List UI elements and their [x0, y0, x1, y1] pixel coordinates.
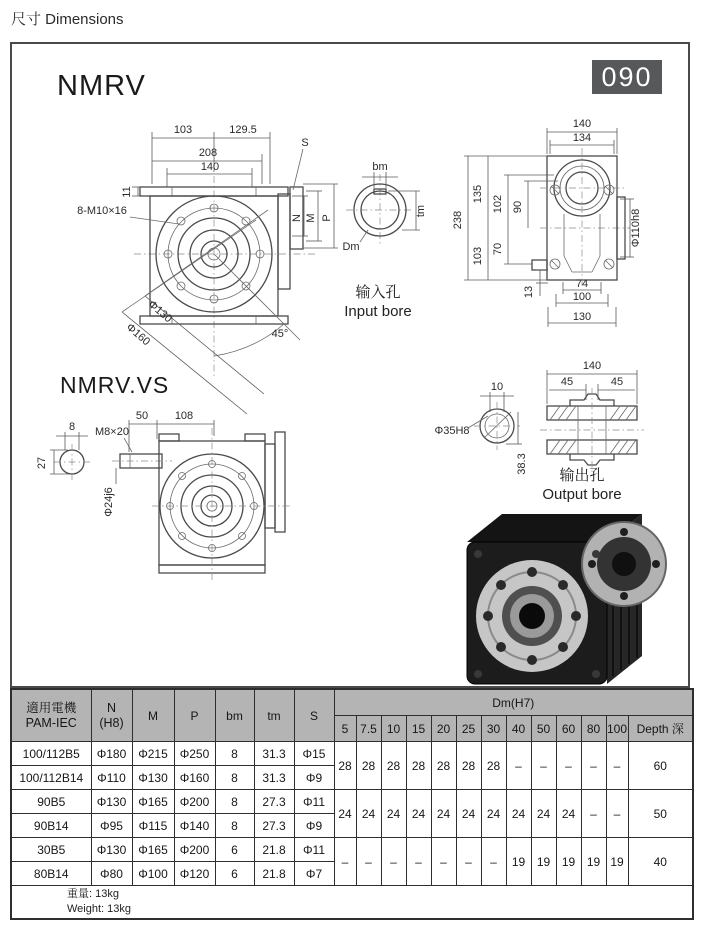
cell-bm: 6 [215, 838, 254, 862]
cell-dm: 19 [581, 838, 606, 886]
col-header-p: P [174, 689, 215, 742]
cell-dm: 28 [406, 742, 431, 790]
cell-dm: – [381, 838, 406, 886]
sv-dim-100: 100 [572, 291, 592, 303]
cell-dm: 28 [381, 742, 406, 790]
bolt-callout: 8-M10×16 [77, 205, 127, 217]
cell-dm: 28 [356, 742, 381, 790]
output-bore-label-cn: 输出孔 [559, 467, 605, 484]
dm-col-60: 60 [556, 716, 581, 742]
label-n: N [291, 214, 303, 222]
input-bore-label-cn: 输入孔 [355, 284, 401, 301]
dim-phi130: Φ130 [145, 298, 175, 326]
ob-dim-10: 10 [490, 381, 504, 393]
col-header-n: N (H8) [91, 689, 132, 742]
cell-bm: 8 [215, 742, 254, 766]
cell-tm: 21.8 [254, 838, 294, 862]
cell-dm: 19 [531, 838, 556, 886]
sv-dim-102: 102 [492, 194, 504, 214]
output-bore-label-en: Output bore [542, 486, 622, 503]
cell-bm: 8 [215, 814, 254, 838]
cell-n: Φ95 [91, 814, 132, 838]
cell-dm: 19 [606, 838, 628, 886]
sv-dim-103: 103 [472, 246, 484, 266]
sv-dim-90: 90 [512, 200, 524, 214]
cell-bm: 8 [215, 790, 254, 814]
cell-dm: 24 [381, 790, 406, 838]
dm-col-10: 10 [381, 716, 406, 742]
col-group-dm: Dm(H7) [334, 689, 693, 716]
dm-col-50: 50 [531, 716, 556, 742]
cell-dm: 19 [506, 838, 531, 886]
cell-dm: – [356, 838, 381, 886]
col-header-m: M [132, 689, 174, 742]
input-bore-drawing [342, 161, 427, 320]
model-title-nmrv: NMRV [57, 70, 146, 102]
label-s: S [301, 137, 309, 149]
cell-bm: 8 [215, 766, 254, 790]
col-header-pam: 適用電機 PAM-IEC [11, 689, 91, 742]
cell-m: Φ165 [132, 838, 174, 862]
dim-11: 11 [121, 186, 133, 198]
dim-dm: Dm [342, 241, 360, 253]
cell-s: Φ7 [294, 862, 334, 886]
cell-dm: 24 [431, 790, 456, 838]
cell-p: Φ160 [174, 766, 215, 790]
vs-dim-phi24j6: Φ24j6 [103, 487, 115, 517]
dm-col-5: 5 [334, 716, 356, 742]
cell-p: Φ140 [174, 814, 215, 838]
cell-p: Φ250 [174, 742, 215, 766]
dm-col-40: 40 [506, 716, 531, 742]
weight-note-row [11, 886, 693, 920]
cell-dm: – [556, 742, 581, 790]
sv-dim-134: 134 [572, 132, 592, 144]
cell-s: Φ9 [294, 766, 334, 790]
cell-m: Φ215 [132, 742, 174, 766]
dm-col-100: 100 [606, 716, 628, 742]
sv-dim-70: 70 [492, 242, 504, 256]
cell-dm: – [606, 742, 628, 790]
cell-dm: 24 [456, 790, 481, 838]
cell-depth: 40 [628, 838, 693, 886]
vs-dim-50: 50 [135, 410, 149, 422]
cell-m: Φ165 [132, 790, 174, 814]
cell-dm: – [406, 838, 431, 886]
dim-phi160: Φ160 [123, 321, 153, 349]
col-header-bm: bm [215, 689, 254, 742]
cell-n: Φ110 [91, 766, 132, 790]
ob-dim-45-right: 45 [610, 376, 624, 388]
cell-s: Φ9 [294, 814, 334, 838]
table-row [11, 790, 693, 814]
dm-col-80: 80 [581, 716, 606, 742]
ob-dim-38-3: 38.3 [516, 453, 528, 475]
sv-dim-phi110h8: Φ110h8 [630, 208, 642, 248]
cell-dm: – [456, 838, 481, 886]
cell-dm: 24 [334, 790, 356, 838]
dm-col-20: 20 [431, 716, 456, 742]
cell-dm: – [431, 838, 456, 886]
sv-dim-130: 130 [572, 311, 592, 323]
cell-pam: 100/112B5 [11, 742, 91, 766]
output-bore-drawing [434, 360, 644, 503]
label-p: P [321, 214, 333, 222]
cell-pam: 80B14 [11, 862, 91, 886]
cell-dm: 24 [406, 790, 431, 838]
dm-col-15: 15 [406, 716, 431, 742]
cell-tm: 21.8 [254, 862, 294, 886]
page-title: 尺寸 Dimensions [11, 11, 124, 28]
cell-tm: 31.3 [254, 766, 294, 790]
input-bore-label-en: Input bore [344, 303, 412, 320]
cell-tm: 27.3 [254, 814, 294, 838]
sv-dim-74: 74 [575, 278, 589, 290]
col-header-depth: Depth 深 [628, 716, 693, 742]
table-row [11, 742, 693, 766]
dim-tm: tm [415, 204, 427, 218]
dim-45deg: 45° [271, 328, 289, 340]
cell-dm: – [606, 790, 628, 838]
dm-col-25: 25 [456, 716, 481, 742]
technical-drawings [12, 44, 688, 686]
cell-p: Φ200 [174, 838, 215, 862]
sv-dim-13: 13 [523, 285, 535, 299]
cell-depth: 50 [628, 790, 693, 838]
cell-pam: 90B14 [11, 814, 91, 838]
cell-n: Φ130 [91, 838, 132, 862]
dm-col-7-5: 7.5 [356, 716, 381, 742]
dimension-table [10, 688, 694, 920]
cell-dm: 28 [431, 742, 456, 790]
cell-dm: – [334, 838, 356, 886]
sv-dim-140: 140 [572, 118, 592, 130]
cell-tm: 31.3 [254, 742, 294, 766]
cell-dm: 28 [456, 742, 481, 790]
dim-129-5: 129.5 [229, 124, 257, 136]
cell-m: Φ100 [132, 862, 174, 886]
cell-bm: 6 [215, 862, 254, 886]
cell-dm: 24 [531, 790, 556, 838]
cell-s: Φ11 [294, 790, 334, 814]
cell-s: Φ11 [294, 838, 334, 862]
vs-dim-m8x20: M8×20 [95, 426, 129, 438]
cell-dm: 24 [556, 790, 581, 838]
cell-pam: 30B5 [11, 838, 91, 862]
cell-pam: 100/112B14 [11, 766, 91, 790]
cell-s: Φ15 [294, 742, 334, 766]
cell-dm: 28 [334, 742, 356, 790]
col-header-tm: tm [254, 689, 294, 742]
cell-m: Φ130 [132, 766, 174, 790]
vs-dim-108: 108 [174, 410, 194, 422]
model-title-nmrv-vs: NMRV.VS [60, 372, 170, 398]
cell-dm: – [506, 742, 531, 790]
cell-n: Φ130 [91, 790, 132, 814]
cell-m: Φ115 [132, 814, 174, 838]
cell-dm: 24 [356, 790, 381, 838]
gearbox-photo [467, 514, 666, 684]
dim-208: 208 [198, 147, 218, 159]
cell-dm: – [481, 838, 506, 886]
cell-dm: – [581, 790, 606, 838]
cell-dm: 24 [481, 790, 506, 838]
cell-depth: 60 [628, 742, 693, 790]
sv-dim-238: 238 [452, 210, 464, 230]
cell-tm: 27.3 [254, 790, 294, 814]
dm-col-30: 30 [481, 716, 506, 742]
cell-p: Φ120 [174, 862, 215, 886]
cell-dm: 28 [481, 742, 506, 790]
col-header-s: S [294, 689, 334, 742]
dim-bm: bm [372, 161, 388, 173]
cell-dm: – [531, 742, 556, 790]
dim-103: 103 [173, 124, 193, 136]
cell-n: Φ80 [91, 862, 132, 886]
ob-dim-45-left: 45 [560, 376, 574, 388]
side-view-drawing [452, 118, 642, 327]
ob-dim-140: 140 [582, 360, 602, 372]
vs-dim-27: 27 [36, 456, 48, 470]
weight-note-en: Weight: 13kg [67, 903, 132, 915]
vs-dim-8: 8 [68, 421, 76, 433]
table-row [11, 838, 693, 862]
cell-dm: 19 [556, 838, 581, 886]
sv-dim-135: 135 [472, 184, 484, 204]
size-badge: 090 [592, 60, 662, 94]
cell-dm: – [581, 742, 606, 790]
drawing-panel [10, 42, 690, 688]
weight-note-cn: 重量: 13kg [67, 888, 119, 901]
label-m: M [305, 213, 317, 223]
ob-dim-phi35h8: Φ35H8 [434, 425, 470, 437]
cell-n: Φ180 [91, 742, 132, 766]
cell-dm: 24 [506, 790, 531, 838]
dim-140: 140 [200, 161, 220, 173]
front-view-drawing [77, 124, 338, 414]
cell-p: Φ200 [174, 790, 215, 814]
vs-view-drawing [36, 410, 292, 580]
cell-pam: 90B5 [11, 790, 91, 814]
